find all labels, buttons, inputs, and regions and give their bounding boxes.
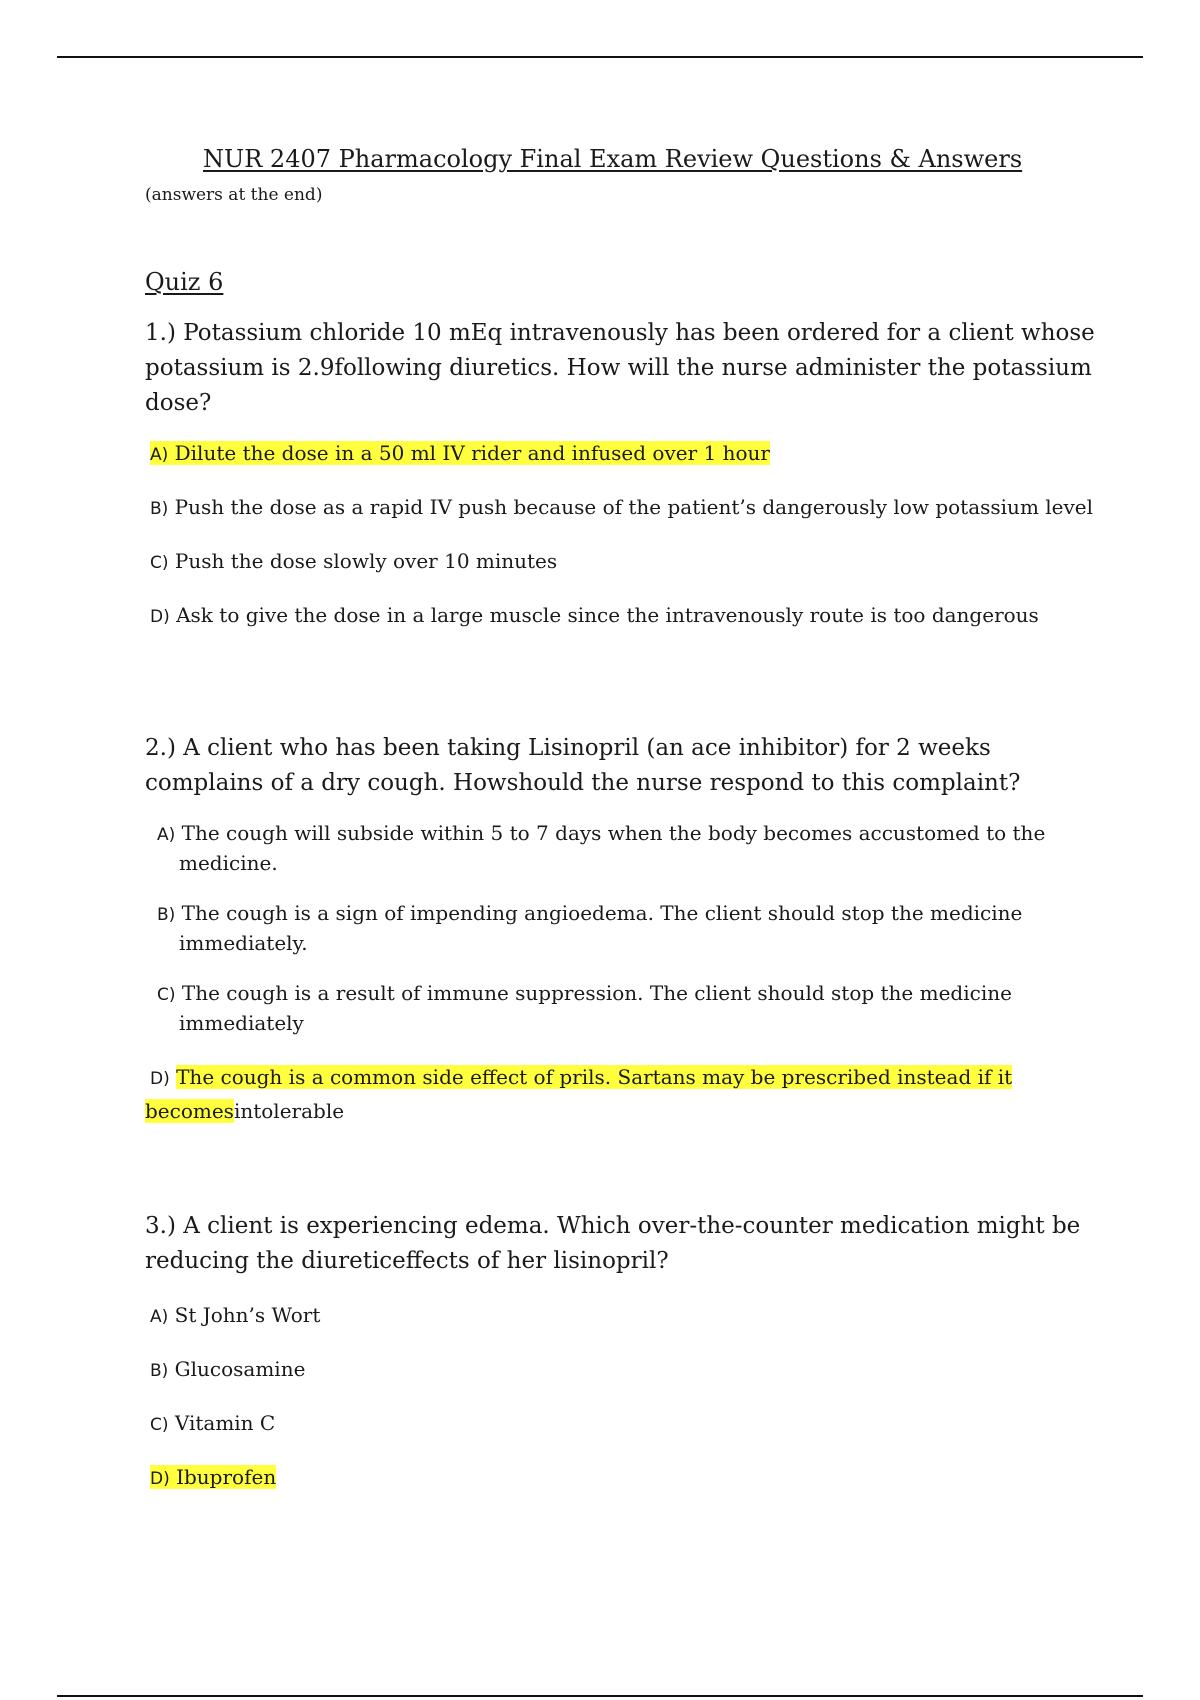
option-c: [151, 979, 1105, 1037]
option-letter: A): [150, 445, 169, 465]
option-d: [150, 601, 1105, 631]
top-rule: [57, 56, 1143, 58]
option-letter: C): [150, 553, 169, 573]
question-text: 1.) Potassium chloride 10 mEq intravenously has been ordered for a client whose potassium is 2.9following diuretics. How will the nurse administer the potassium dose?: [145, 320, 1095, 416]
option-letter: B): [157, 905, 176, 925]
question-text: 2.) A client who has been taking Lisinopril (an ace inhibitor) for 2 weeks complains of a dry cough. Howshould the nurse respond to this complaint?: [145, 735, 1021, 796]
option-a: [150, 439, 1105, 469]
question-text: 3.) A client is experiencing edema. Which over-the-counter medication might be reducing the diureticeffects of her lisinopril?: [145, 1213, 1081, 1274]
option-a: [150, 1301, 1105, 1331]
option-text: Dilute the dose in a 50 ml IV rider and infused over 1 hour: [174, 441, 770, 465]
option-text: Glucosamine: [174, 1357, 306, 1381]
document-title: NUR 2407 Pharmacology Final Exam Review Questions & Answers: [203, 145, 1023, 173]
option-text: Push the dose as a rapid IV push because of the patient’s dangerously low potassium level: [174, 495, 1094, 519]
option-text: The cough will subside within 5 to 7 days when the body becomes accustomed to the medicine.: [179, 821, 1046, 875]
option-b: [150, 1355, 1105, 1385]
option-letter: A): [157, 825, 176, 845]
option-c: [150, 1409, 1105, 1439]
option-d-line-1: [145, 1065, 1012, 1089]
option-c: [150, 547, 1105, 577]
option-letter: D): [150, 1069, 170, 1089]
question-3: [145, 1209, 1105, 1493]
option-letter: C): [157, 985, 176, 1005]
option-d: [150, 1463, 1105, 1493]
option-text: The cough is a result of immune suppression. The client should stop the medicine immediately: [179, 981, 1012, 1035]
answer-options: [145, 819, 1105, 1127]
option-letter: D): [150, 1469, 170, 1489]
quiz-label: Quiz 6: [145, 268, 224, 296]
highlighted-answer: [150, 441, 770, 465]
document-page: [145, 145, 1105, 1493]
option-text: St John’s Wort: [174, 1303, 321, 1327]
option-b: [150, 493, 1105, 523]
option-text: Ibuprofen: [176, 1465, 277, 1489]
option-letter: A): [150, 1307, 169, 1327]
option-letter: D): [150, 607, 170, 627]
option-text: The cough is a sign of impending angioedema. The client should stop the medicine immediately.: [179, 901, 1023, 955]
option-d: [145, 1061, 1105, 1127]
question-1: [145, 316, 1105, 631]
option-text: Ask to give the dose in a large muscle since the intravenously route is too dangerous: [176, 603, 1039, 627]
option-letter: C): [150, 1415, 169, 1435]
highlighted-answer-continued: becomes: [145, 1099, 234, 1123]
option-letter: B): [150, 499, 169, 519]
option-text: Push the dose slowly over 10 minutes: [174, 549, 558, 573]
highlighted-answer: The cough is a common side effect of prils. Sartans may be prescribed instead if it: [176, 1065, 1013, 1089]
option-a: [151, 819, 1105, 877]
bottom-rule: [57, 1695, 1143, 1697]
option-text: Vitamin C: [174, 1411, 276, 1435]
option-letter: B): [150, 1361, 169, 1381]
option-b: [151, 899, 1105, 957]
document-subtitle: (answers at the end): [145, 185, 323, 205]
answer-options: [145, 1301, 1105, 1493]
highlighted-answer: [150, 1465, 276, 1489]
question-2: [145, 731, 1105, 1127]
option-text-rest: intolerable: [233, 1099, 345, 1123]
answer-options: [145, 439, 1105, 631]
